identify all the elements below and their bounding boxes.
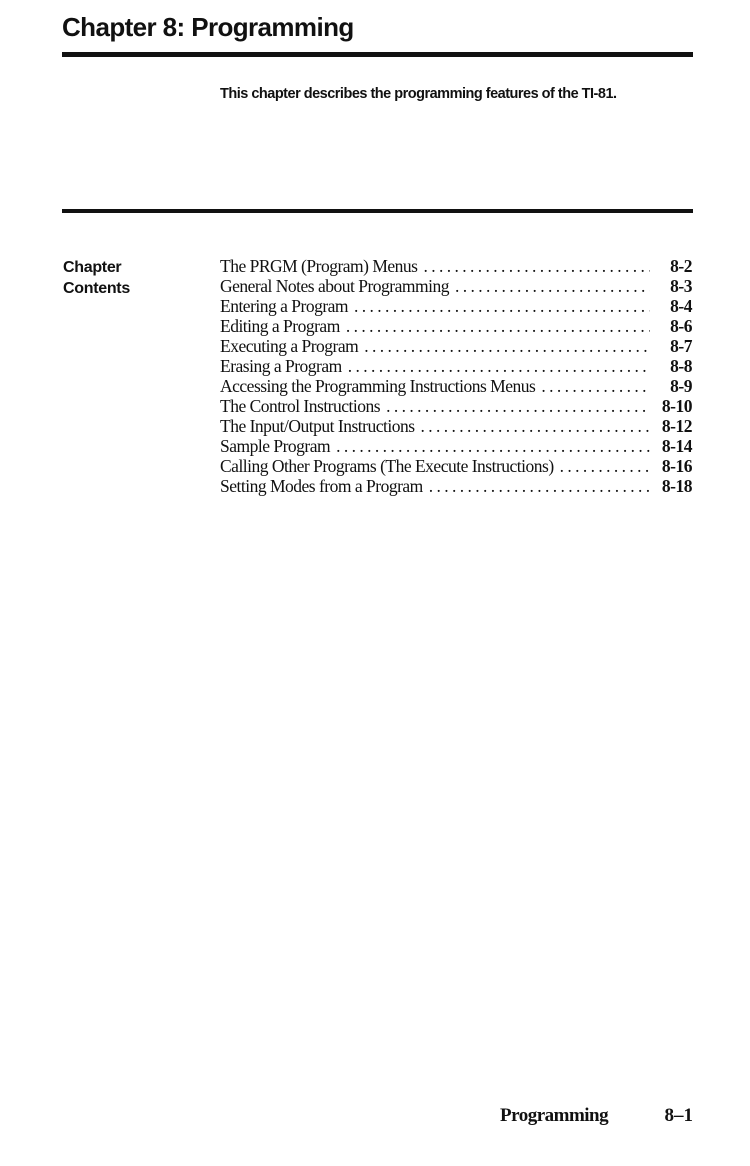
toc-entry[interactable]	[220, 336, 692, 356]
toc-entry-page: 8-10	[661, 396, 692, 416]
toc-entry[interactable]	[220, 356, 692, 376]
toc-entry-title: Sample Program	[220, 436, 331, 456]
toc-entry-title: Accessing the Programming Instructions Menus	[220, 376, 536, 396]
toc-entry-page: 8-14	[661, 436, 692, 456]
toc-entry[interactable]	[220, 296, 692, 316]
toc-entry[interactable]	[220, 276, 692, 296]
toc-entry[interactable]	[220, 256, 692, 276]
toc-entry-page: 8-2	[670, 256, 692, 276]
toc-leader-dots	[358, 336, 650, 356]
toc-leader-dots	[554, 456, 650, 476]
toc-entry-title: The PRGM (Program) Menus	[220, 256, 418, 276]
chapter-title: Chapter 8: Programming	[62, 12, 354, 42]
toc-entry[interactable]	[220, 436, 692, 456]
toc-entry-page: 8-16	[661, 456, 692, 476]
toc-entry-title: The Control Instructions	[220, 396, 381, 416]
toc-entry-title: Entering a Program	[220, 296, 349, 316]
toc-leader-dots	[449, 276, 650, 296]
toc-entry-title: Calling Other Programs (The Execute Instructions)	[220, 456, 554, 476]
toc-entry[interactable]	[220, 396, 692, 416]
chapter-intro: This chapter describes the programming features of the TI-81.	[220, 86, 617, 102]
toc-entry-page: 8-6	[670, 316, 692, 336]
toc-entry[interactable]	[220, 416, 692, 436]
toc-entry-page: 8-8	[670, 356, 692, 376]
toc-entry-title: Setting Modes from a Program	[220, 476, 423, 496]
section-rule	[62, 209, 693, 213]
toc-entry[interactable]	[220, 376, 692, 396]
toc-leader-dots	[535, 376, 650, 396]
toc-entry-page: 8-18	[661, 476, 692, 496]
toc-entry-title: Erasing a Program	[220, 356, 342, 376]
toc-entry-page: 8-4	[670, 296, 692, 316]
toc-leader-dots	[342, 356, 650, 376]
toc-entry-page: 8-3	[670, 276, 692, 296]
contents-label-line1: Chapter	[63, 259, 122, 276]
toc-leader-dots	[348, 296, 650, 316]
toc-leader-dots	[418, 256, 651, 276]
toc-entry-title: Executing a Program	[220, 336, 359, 356]
toc-leader-dots	[330, 436, 650, 456]
contents-label	[63, 257, 130, 299]
toc-entry-page: 8-12	[661, 416, 692, 436]
toc-leader-dots	[423, 476, 650, 496]
toc-entry-page: 8-9	[670, 376, 692, 396]
toc-entry[interactable]	[220, 316, 692, 336]
toc-entry[interactable]	[220, 476, 692, 496]
toc-entry-title: Editing a Program	[220, 316, 340, 336]
toc-entry-page: 8-7	[670, 336, 692, 356]
footer-section-name: Programming	[500, 1105, 609, 1126]
toc-leader-dots	[415, 416, 650, 436]
contents-label-line2: Contents	[63, 280, 130, 297]
table-of-contents	[220, 256, 692, 496]
toc-leader-dots	[340, 316, 650, 336]
footer-page-number: 8–1	[664, 1105, 693, 1126]
toc-entry[interactable]	[220, 456, 692, 476]
top-rule	[62, 52, 693, 57]
toc-entry-title: The Input/Output Instructions	[220, 416, 415, 436]
toc-entry-title: General Notes about Programming	[220, 276, 449, 296]
toc-leader-dots	[380, 396, 650, 416]
